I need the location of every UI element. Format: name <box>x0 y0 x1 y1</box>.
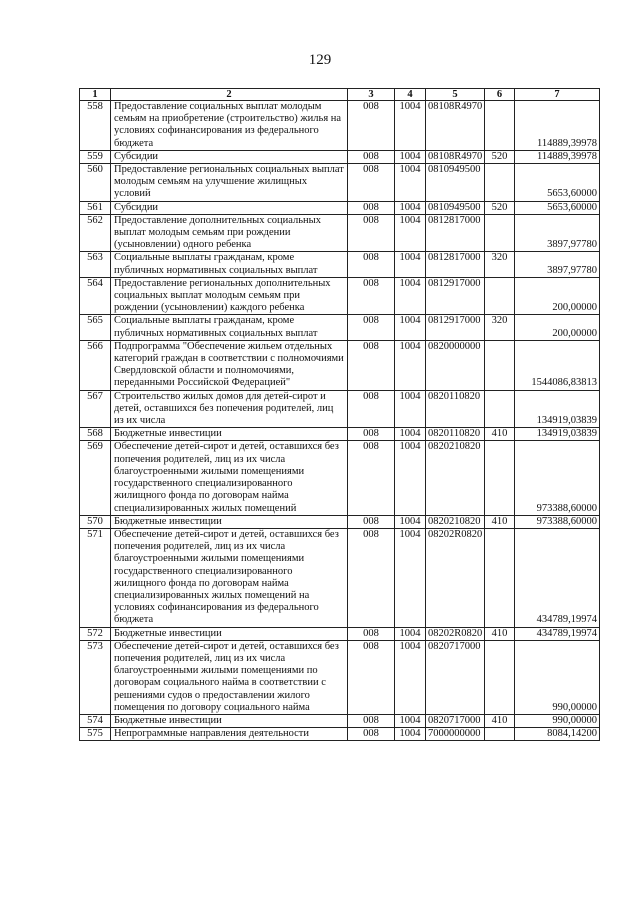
row-description: Бюджетные инвестиции <box>111 428 348 441</box>
row-expense-type <box>485 390 515 428</box>
row-expense-type: 520 <box>485 150 515 163</box>
row-section-code: 1004 <box>395 390 426 428</box>
row-expense-type <box>485 340 515 390</box>
row-number: 565 <box>80 315 111 340</box>
row-target-code: 0812917000 <box>426 315 485 340</box>
row-amount: 5653,60000 <box>515 164 600 202</box>
row-target-code: 0820110820 <box>426 390 485 428</box>
table-row <box>80 640 600 714</box>
row-amount: 8084,14200 <box>515 728 600 741</box>
row-expense-type: 410 <box>485 428 515 441</box>
row-description: Бюджетные инвестиции <box>111 627 348 640</box>
row-description: Предоставление дополнительных социальных выплат молодым семьям при рождении (усыновлении) одного ребенка <box>111 214 348 252</box>
table-row <box>80 252 600 277</box>
row-amount: 990,00000 <box>515 640 600 714</box>
row-expense-type <box>485 214 515 252</box>
row-number: 564 <box>80 277 111 315</box>
row-admin-code: 008 <box>348 515 395 528</box>
row-target-code: 0820110820 <box>426 428 485 441</box>
header-col-1: 1 <box>80 89 111 101</box>
row-number: 569 <box>80 441 111 515</box>
table-row <box>80 728 600 741</box>
row-number: 570 <box>80 515 111 528</box>
row-admin-code: 008 <box>348 214 395 252</box>
row-section-code: 1004 <box>395 277 426 315</box>
row-expense-type <box>485 164 515 202</box>
row-admin-code: 008 <box>348 277 395 315</box>
row-section-code: 1004 <box>395 728 426 741</box>
table-row <box>80 714 600 727</box>
row-number: 574 <box>80 714 111 727</box>
row-target-code: 08108R4970 <box>426 150 485 163</box>
row-description: Обеспечение детей-сирот и детей, оставшихся без попечения родителей, лиц из их числа благоустроенными жилыми помещениями государственного специализированного жилищного фонда по договорам найма специализированных жилых помещений <box>111 441 348 515</box>
table-row <box>80 528 600 627</box>
row-expense-type: 520 <box>485 201 515 214</box>
row-target-code: 0820000000 <box>426 340 485 390</box>
row-number: 568 <box>80 428 111 441</box>
row-amount: 434789,19974 <box>515 528 600 627</box>
row-amount: 973388,60000 <box>515 441 600 515</box>
row-expense-type <box>485 277 515 315</box>
row-admin-code: 008 <box>348 315 395 340</box>
row-description: Обеспечение детей-сирот и детей, оставшихся без попечения родителей, лиц из их числа благоустроенными жилыми помещениями по договорам социального найма в соответствии с решениями судов о предоставлении жилого помещения по договору социального найма <box>111 640 348 714</box>
table-row <box>80 515 600 528</box>
row-admin-code: 008 <box>348 390 395 428</box>
row-admin-code: 008 <box>348 164 395 202</box>
table-row <box>80 428 600 441</box>
table-row <box>80 201 600 214</box>
row-description: Предоставление социальных выплат молодым семьям на приобретение (строительство) жилья на условиях софинансирования из федерального бюджета <box>111 101 348 151</box>
row-admin-code: 008 <box>348 428 395 441</box>
row-target-code: 08202R0820 <box>426 627 485 640</box>
budget-table <box>79 88 600 741</box>
row-section-code: 1004 <box>395 714 426 727</box>
row-expense-type: 410 <box>485 515 515 528</box>
row-amount: 434789,19974 <box>515 627 600 640</box>
row-admin-code: 008 <box>348 150 395 163</box>
row-description: Непрограммные направления деятельности <box>111 728 348 741</box>
table-row <box>80 340 600 390</box>
row-target-code: 08108R4970 <box>426 101 485 151</box>
row-description: Предоставление региональных дополнительных социальных выплат молодым семьям при рождении (усыновлении) каждого ребенка <box>111 277 348 315</box>
row-number: 575 <box>80 728 111 741</box>
row-target-code: 0810949500 <box>426 164 485 202</box>
row-section-code: 1004 <box>395 101 426 151</box>
row-section-code: 1004 <box>395 627 426 640</box>
row-amount: 200,00000 <box>515 315 600 340</box>
row-amount: 5653,60000 <box>515 201 600 214</box>
row-admin-code: 008 <box>348 252 395 277</box>
row-amount: 114889,39978 <box>515 101 600 151</box>
row-section-code: 1004 <box>395 201 426 214</box>
row-section-code: 1004 <box>395 214 426 252</box>
table-row <box>80 101 600 151</box>
table-header-row <box>80 89 600 101</box>
row-description: Предоставление региональных социальных выплат молодым семьям на улучшение жилищных условий <box>111 164 348 202</box>
row-target-code: 0812817000 <box>426 214 485 252</box>
row-section-code: 1004 <box>395 150 426 163</box>
row-description: Бюджетные инвестиции <box>111 714 348 727</box>
row-section-code: 1004 <box>395 252 426 277</box>
row-target-code: 0820717000 <box>426 714 485 727</box>
row-number: 561 <box>80 201 111 214</box>
header-col-5: 5 <box>426 89 485 101</box>
row-number: 567 <box>80 390 111 428</box>
row-description: Социальные выплаты гражданам, кроме публичных нормативных социальных выплат <box>111 252 348 277</box>
row-amount: 200,00000 <box>515 277 600 315</box>
row-admin-code: 008 <box>348 640 395 714</box>
row-section-code: 1004 <box>395 528 426 627</box>
header-col-2: 2 <box>111 89 348 101</box>
table-row <box>80 164 600 202</box>
row-section-code: 1004 <box>395 315 426 340</box>
row-number: 558 <box>80 101 111 151</box>
table-row <box>80 277 600 315</box>
table-row <box>80 627 600 640</box>
header-col-6: 6 <box>485 89 515 101</box>
row-admin-code: 008 <box>348 340 395 390</box>
row-number: 566 <box>80 340 111 390</box>
row-amount: 134919,03839 <box>515 390 600 428</box>
row-number: 563 <box>80 252 111 277</box>
row-amount: 134919,03839 <box>515 428 600 441</box>
row-description: Субсидии <box>111 201 348 214</box>
header-col-4: 4 <box>395 89 426 101</box>
row-number: 573 <box>80 640 111 714</box>
table-body <box>80 101 600 741</box>
row-description: Строительство жилых домов для детей-сирот и детей, оставшихся без попечения родителей, лиц из их числа <box>111 390 348 428</box>
row-description: Подпрограмма "Обеспечение жильем отдельных категорий граждан в соответствии с полномочиями Свердловской области и полномочиями, переданными Российской Федерацией" <box>111 340 348 390</box>
row-amount: 1544086,83813 <box>515 340 600 390</box>
row-number: 571 <box>80 528 111 627</box>
row-target-code: 0812917000 <box>426 277 485 315</box>
row-admin-code: 008 <box>348 728 395 741</box>
row-target-code: 7000000000 <box>426 728 485 741</box>
row-admin-code: 008 <box>348 441 395 515</box>
table-row <box>80 390 600 428</box>
row-number: 560 <box>80 164 111 202</box>
row-description: Обеспечение детей-сирот и детей, оставшихся без попечения родителей, лиц из их числа благоустроенными жилыми помещениями государственного специализированного жилищного фонда по договорам найма специализированных жилых помещений на условиях софинансирования из федерального бюджета <box>111 528 348 627</box>
row-admin-code: 008 <box>348 101 395 151</box>
row-expense-type <box>485 101 515 151</box>
table-row <box>80 441 600 515</box>
row-description: Субсидии <box>111 150 348 163</box>
row-target-code: 0820210820 <box>426 515 485 528</box>
row-description: Социальные выплаты гражданам, кроме публичных нормативных социальных выплат <box>111 315 348 340</box>
row-number: 562 <box>80 214 111 252</box>
row-expense-type <box>485 528 515 627</box>
table-row <box>80 150 600 163</box>
row-number: 559 <box>80 150 111 163</box>
row-target-code: 08202R0820 <box>426 528 485 627</box>
row-section-code: 1004 <box>395 441 426 515</box>
row-expense-type: 410 <box>485 714 515 727</box>
row-admin-code: 008 <box>348 714 395 727</box>
row-amount: 114889,39978 <box>515 150 600 163</box>
row-target-code: 0820210820 <box>426 441 485 515</box>
row-section-code: 1004 <box>395 428 426 441</box>
row-admin-code: 008 <box>348 627 395 640</box>
row-expense-type <box>485 441 515 515</box>
row-target-code: 0812817000 <box>426 252 485 277</box>
row-section-code: 1004 <box>395 164 426 202</box>
row-number: 572 <box>80 627 111 640</box>
row-amount: 973388,60000 <box>515 515 600 528</box>
row-expense-type <box>485 640 515 714</box>
header-col-3: 3 <box>348 89 395 101</box>
row-section-code: 1004 <box>395 340 426 390</box>
row-admin-code: 008 <box>348 528 395 627</box>
row-expense-type: 410 <box>485 627 515 640</box>
row-admin-code: 008 <box>348 201 395 214</box>
page-number: 129 <box>308 52 332 68</box>
table-row <box>80 214 600 252</box>
row-amount: 3897,97780 <box>515 214 600 252</box>
row-target-code: 0820717000 <box>426 640 485 714</box>
row-section-code: 1004 <box>395 515 426 528</box>
header-col-7: 7 <box>515 89 600 101</box>
row-amount: 990,00000 <box>515 714 600 727</box>
row-expense-type: 320 <box>485 252 515 277</box>
row-description: Бюджетные инвестиции <box>111 515 348 528</box>
row-section-code: 1004 <box>395 640 426 714</box>
row-target-code: 0810949500 <box>426 201 485 214</box>
row-expense-type <box>485 728 515 741</box>
table-row <box>80 315 600 340</box>
row-expense-type: 320 <box>485 315 515 340</box>
row-amount: 3897,97780 <box>515 252 600 277</box>
